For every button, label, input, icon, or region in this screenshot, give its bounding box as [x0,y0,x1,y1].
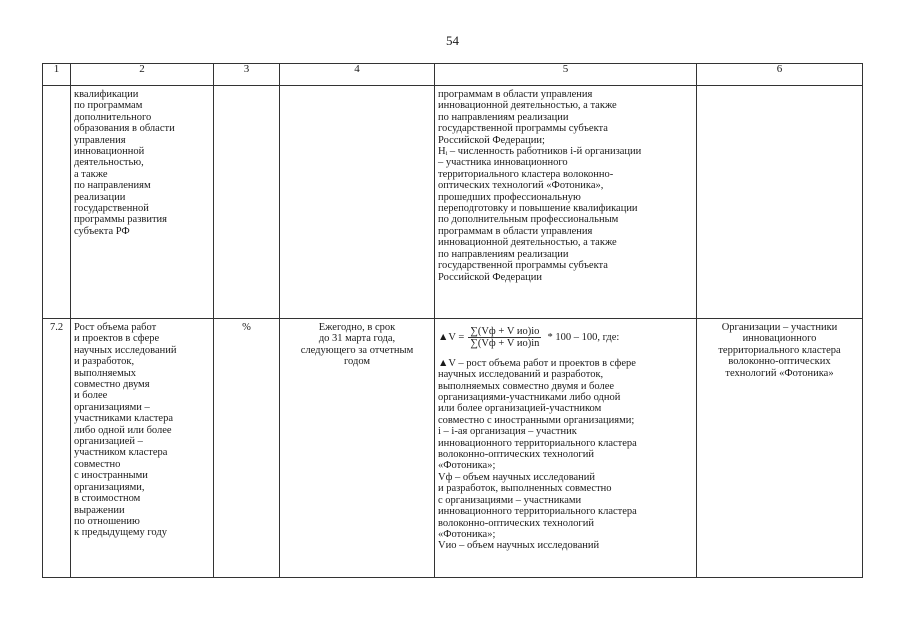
text-line: ▲V – рост объема работ и проектов в сфере [438,357,636,369]
text-line: территориального кластера волоконно- [438,168,614,180]
text-line: и разработок, [74,356,135,368]
text-line: либо одной или более [74,424,172,436]
header-cell-5: 5 [435,64,697,86]
text-line: а также [74,168,108,180]
text-line: государственной программы субъекта [438,123,608,135]
text-line: организацией – [74,436,143,448]
row1-col5-text [435,86,696,283]
formula-denominator: ∑(Vф + V ио)in [470,338,540,350]
text-line: управления [74,134,126,146]
text-line: Российской Федерации; [438,134,545,146]
row-number: 7.2 [49,322,64,333]
text-line: выполняемых [74,367,137,379]
text-line: субъекта РФ [74,225,130,237]
text-line: территориального кластера [718,344,841,356]
text-line: инновационного территориального кластера [438,506,637,518]
reporting-deadline [280,319,434,368]
formula-fraction [468,326,541,350]
text-line: совместно с иностранными организациями; [438,414,635,426]
row2-col4 [280,319,435,578]
row1-col5 [435,86,697,319]
text-line: Рост объема работ [74,322,157,333]
text-line: инновационной деятельностью, а также [438,237,617,249]
text-line: организациями-участниками либо одной [438,392,621,404]
text-line: квалификации [74,89,139,100]
formula-explanation [438,358,693,552]
text-line: прошедших профессиональную [438,191,581,203]
text-line: по направлениям реализации [438,248,569,260]
text-line: i – i-ая организация – участник [438,426,577,438]
header-cell-4: 4 [280,64,435,86]
text-line: Vф – объем научных исследований [438,471,596,483]
text-line: выражении [74,504,125,516]
row2-col6 [697,319,863,578]
text-line: программам в области управления [438,89,593,100]
text-line: годом [343,356,371,368]
row2-col2 [71,319,214,578]
text-line: по отношению [74,515,140,527]
text-line: участниками кластера [74,413,173,425]
text-line: деятельностью, [74,157,144,169]
text-line: волоконно-оптических [728,356,831,368]
text-line: инновационного [742,333,817,345]
table-row [43,86,863,319]
text-line: к предыдущему году [74,527,167,539]
text-line: Hᵢ – численность работников i-й организации [438,146,642,158]
text-line: Ежегодно, в срок [318,322,396,333]
row1-col6 [697,86,863,319]
row2-col5 [435,319,697,578]
text-line: или более организацией-участником [438,403,602,415]
text-line: Российской Федерации [438,271,542,283]
text-line: программы развития [74,214,167,226]
row1-col2-text [71,86,213,237]
text-line: по программам [74,100,143,112]
text-line: совместно [74,458,121,470]
text-line: совместно двумя [74,379,150,391]
unit-of-measure: % [242,322,251,333]
header-cell-1: 1 [43,64,71,86]
table-row [43,319,863,578]
text-line: «Фотоника»; [438,528,496,540]
row2-col1 [43,319,71,578]
text-line: дополнительного [74,111,152,123]
text-line: «Фотоника»; [438,460,496,472]
row2-col3 [214,319,280,578]
text-line: реализации [74,191,126,203]
header-cell-6: 6 [697,64,863,86]
text-line: инновационной деятельностью, а также [438,100,617,112]
text-line: выполняемых совместно двумя и более [438,380,615,392]
text-line: с иностранными [74,470,148,482]
responsible-organizations [697,319,862,379]
formula-lead: ▲V = [438,332,465,344]
row1-col2 [71,86,214,319]
text-line: оптических технологий «Фотоника», [438,180,604,192]
text-line: инновационной [74,146,145,158]
text-line: организациями – [74,401,150,413]
text-line: организациями, [74,481,145,493]
text-line: переподготовку и повышение квалификации [438,203,638,215]
text-line: по дополнительным профессиональным [438,214,619,226]
text-line: и более [74,390,108,402]
row1-col3 [214,86,280,319]
growth-formula [438,322,693,358]
text-line: технологий «Фотоника» [725,367,834,379]
text-line: государственной [74,203,149,215]
text-line: программам в области управления [438,225,593,237]
indicator-name [71,319,213,539]
text-line: и проектов в сфере [74,333,160,345]
text-line: Vио – объем научных исследований [438,540,600,552]
text-line: научных исследований [74,344,177,356]
header-cell-2: 2 [71,64,214,86]
text-line: с организациями – участниками [438,494,582,506]
table-header-row [43,64,863,86]
page-number: 54 [446,33,459,48]
text-line: инновационного территориального кластера [438,437,637,449]
text-line: научных исследований и разработок, [438,369,604,381]
text-line: государственной программы субъекта [438,260,608,272]
indicator-table [42,63,863,578]
text-line: до 31 марта года, [318,333,396,345]
header-cell-3: 3 [214,64,280,86]
text-line: образования в области [74,123,175,135]
text-line: в стоимостном [74,493,141,505]
text-line: участником кластера [74,447,168,459]
text-line: следующего за отчетным [300,344,414,356]
text-line: – участника инновационного [438,157,568,169]
formula-numerator: ∑(Vф + V ио)io [470,326,540,337]
text-line: и разработок, выполненных совместно [438,483,612,495]
row1-col4 [280,86,435,319]
text-line: по направлениям [74,180,151,192]
text-line: волоконно-оптических технологий [438,449,594,461]
formula-tail: * 100 – 100, где: [547,332,620,344]
text-line: по направлениям реализации [438,111,569,123]
row1-col1 [43,86,71,319]
text-line: Организации – участники [721,322,838,333]
text-line: волоконно-оптических технологий [438,517,594,529]
